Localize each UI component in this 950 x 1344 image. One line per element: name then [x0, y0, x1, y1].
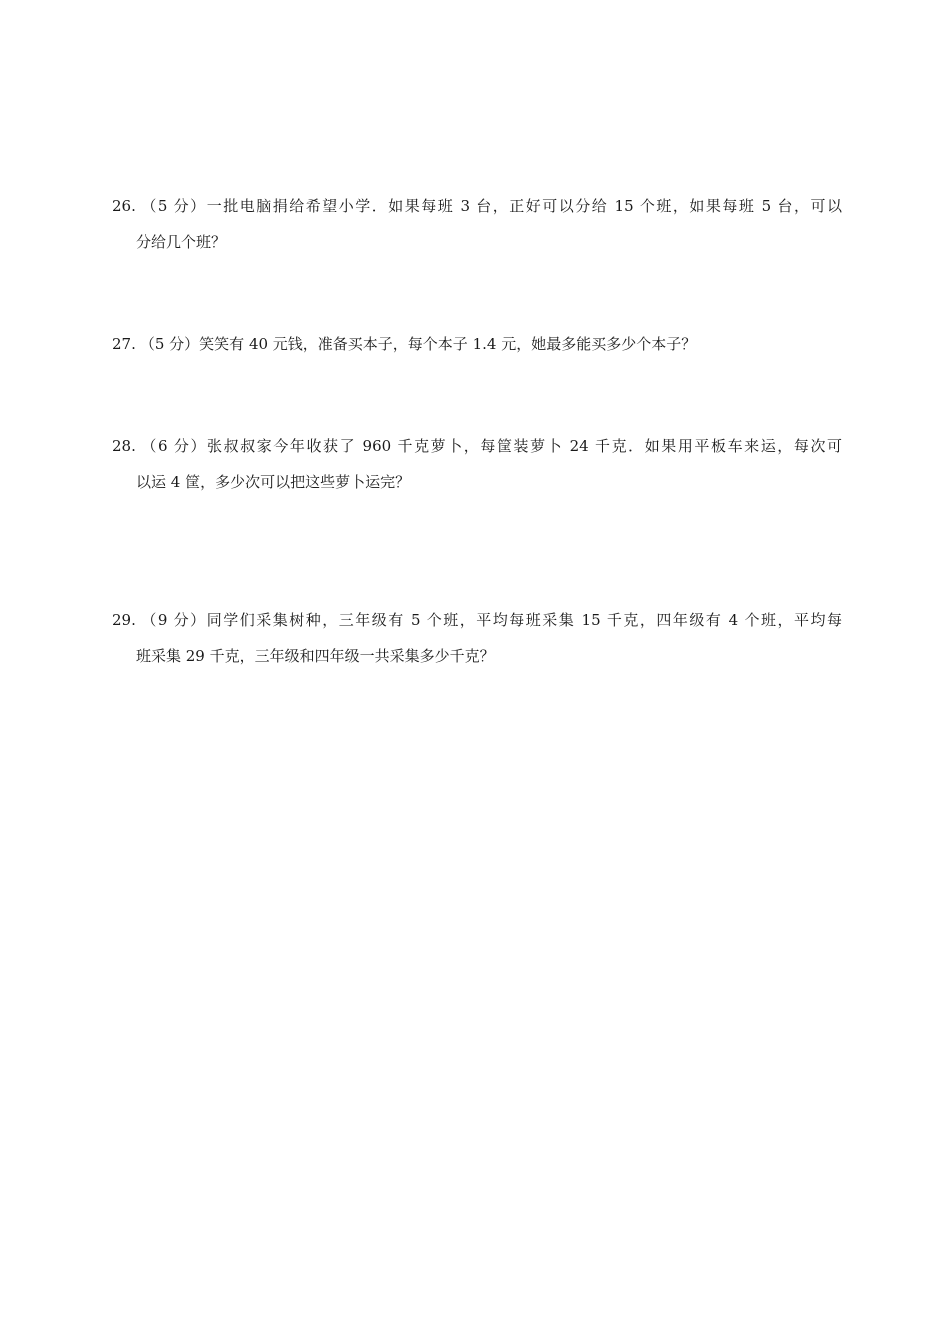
question-27: [112, 326, 842, 362]
question-line: [112, 602, 842, 638]
question-26: [112, 188, 842, 260]
question-text: 一批电脑捐给希望小学．如果每班 3 台，正好可以分给 15 个班，如果每班 5 台，可以: [206, 197, 843, 215]
question-text-continued: 分给几个班？: [136, 233, 227, 251]
question-number: 29.: [112, 611, 136, 629]
question-text-continued: 以运 4 筐，多少次可以把这些萝卜运完？: [136, 473, 411, 491]
question-number: 26.: [112, 197, 136, 215]
question-line: [112, 428, 842, 464]
question-text: 同学们采集树种，三年级有 5 个班，平均每班采集 15 千克，四年级有 4 个班，平均每: [206, 611, 843, 629]
question-28: [112, 428, 842, 500]
question-line: [112, 188, 842, 224]
question-score: （6 分）: [139, 437, 208, 455]
question-text: 张叔叔家今年收获了 960 千克萝卜，每筐装萝卜 24 千克．如果用平板车来运，每次可: [207, 437, 843, 455]
question-score: （9 分）: [139, 611, 207, 629]
question-number: 28.: [112, 437, 136, 455]
question-score: （5 分）: [139, 197, 207, 215]
question-score: （5 分）: [139, 335, 200, 353]
question-text: 笑笑有 40 元钱，准备买本子，每个本子 1.4 元，她最多能买多少个本子？: [199, 335, 697, 353]
question-29: [112, 602, 842, 674]
question-text-continued: 班采集 29 千克，三年级和四年级一共采集多少千克？: [136, 647, 495, 665]
question-number: 27.: [112, 335, 136, 353]
question-line: [112, 326, 842, 362]
